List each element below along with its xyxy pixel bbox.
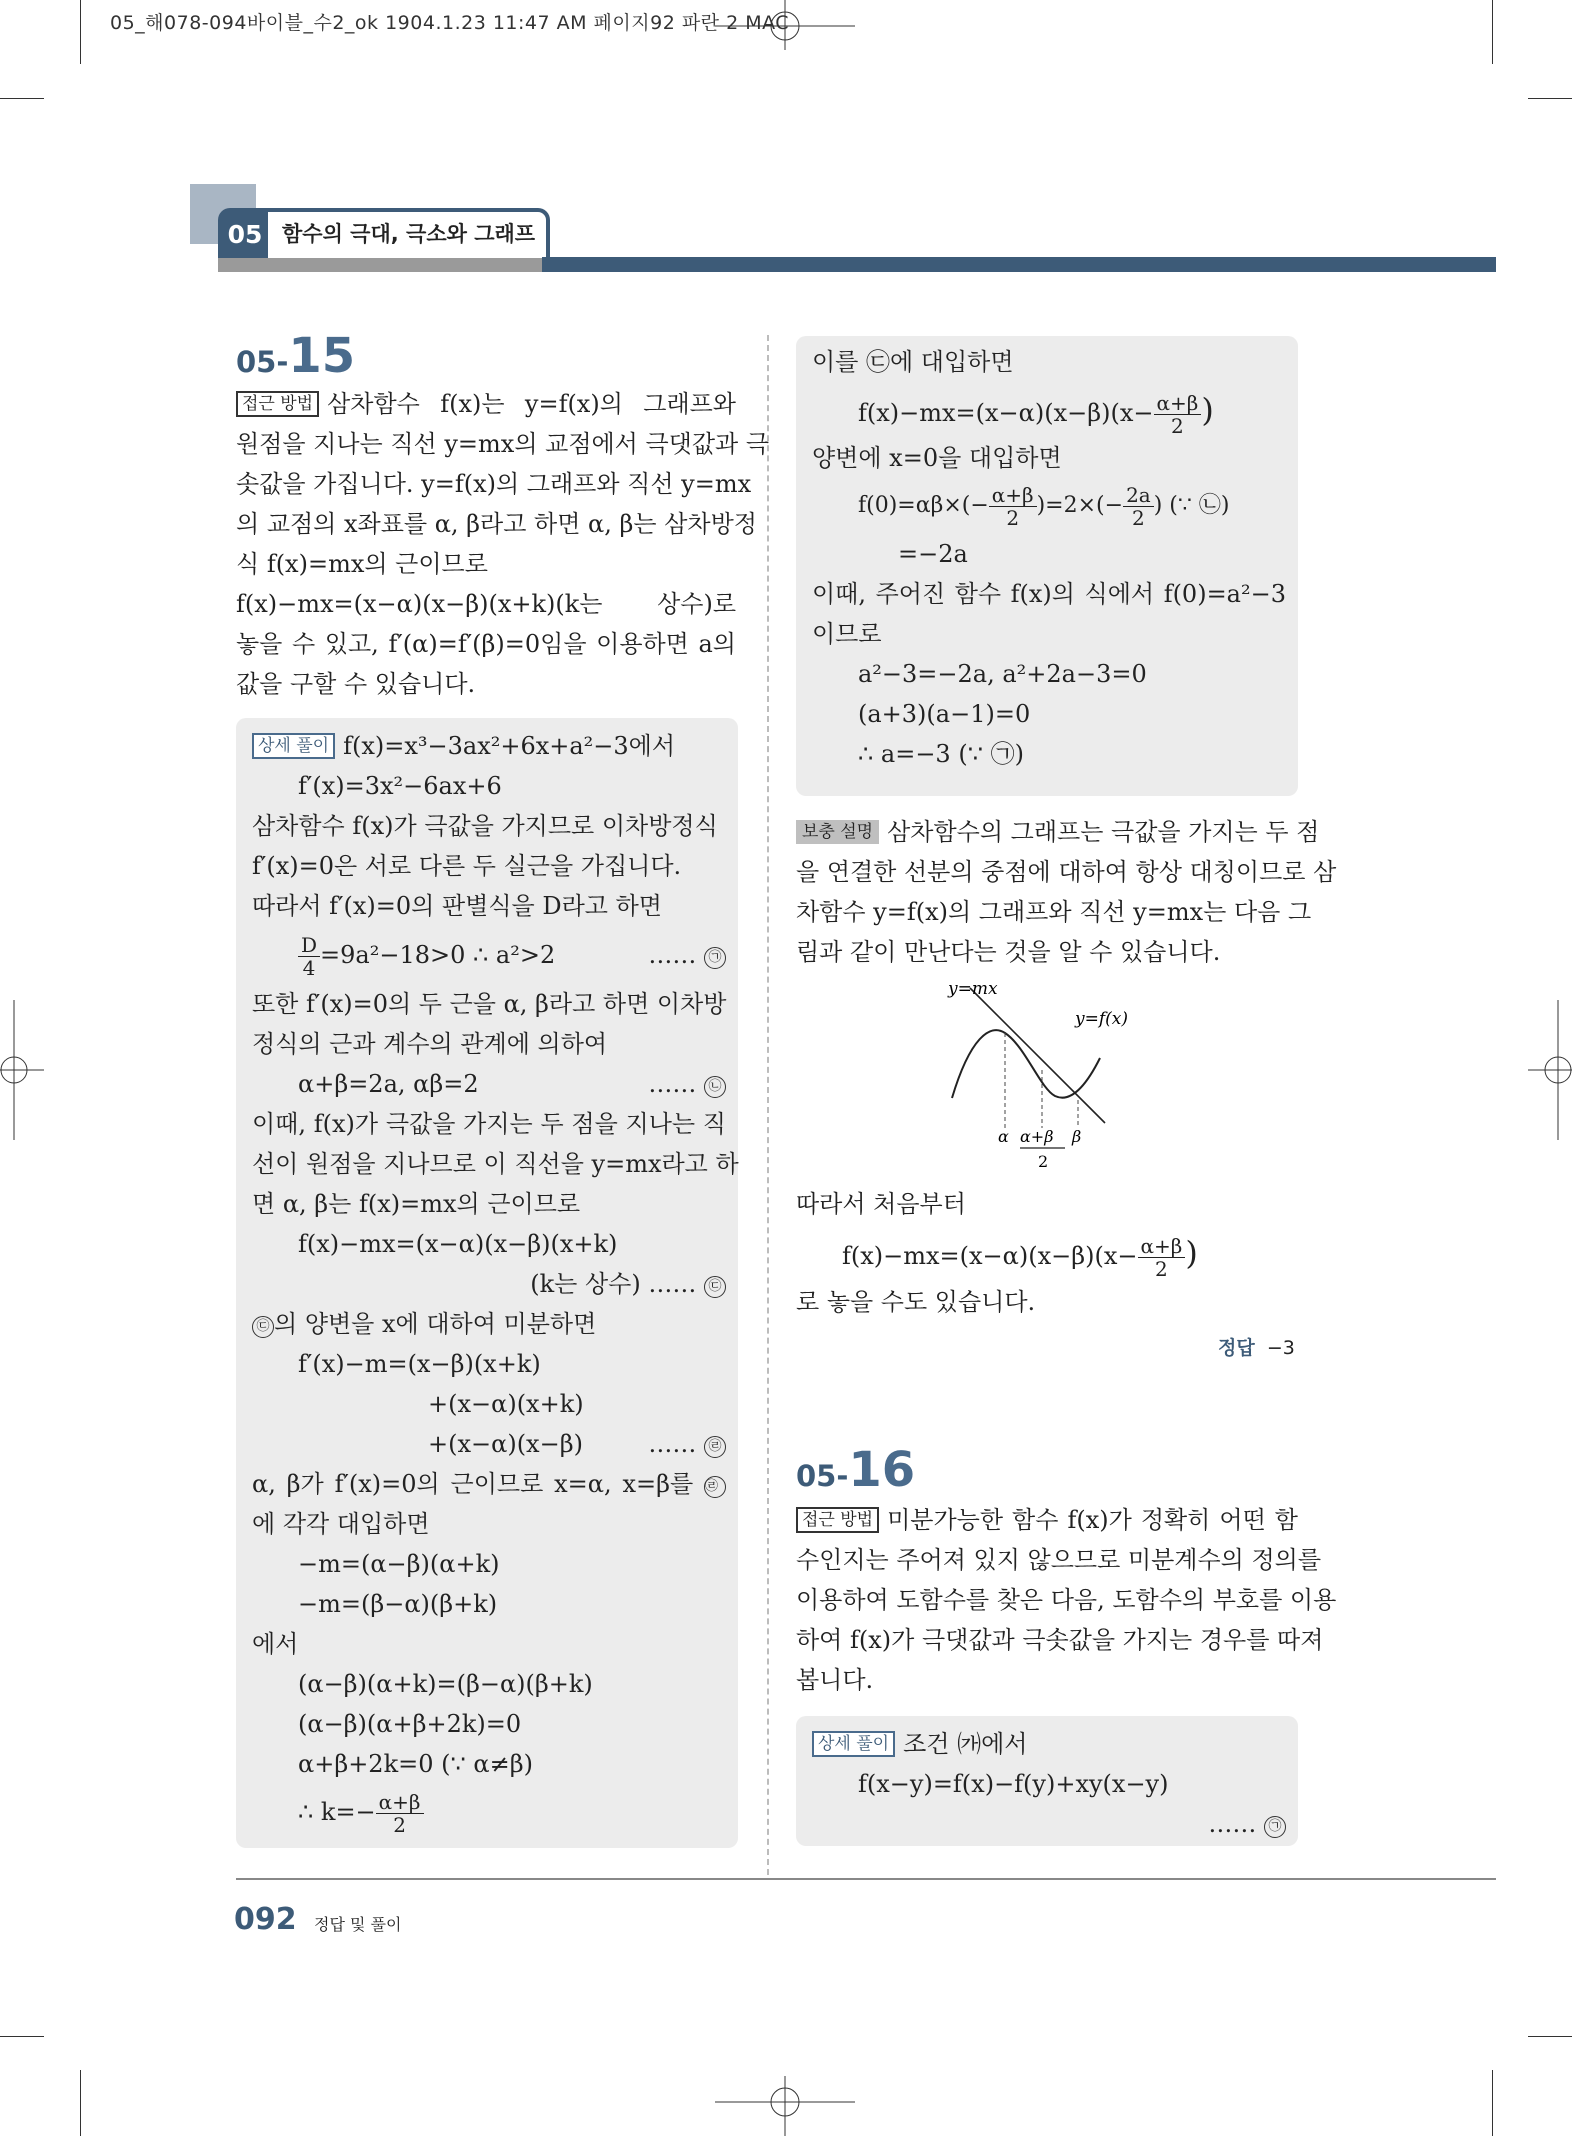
solution-line: )=2×(− bbox=[1036, 493, 1124, 518]
supplement-line: 로 놓을 수도 있습니다. bbox=[796, 1288, 1036, 1316]
approach-line: 미분가능한 함수 f(x)가 정확히 어떤 함 bbox=[887, 1506, 1298, 1534]
solution-line: 양변에 x=0을 대입하면 bbox=[812, 444, 1062, 472]
detail-line: f(x)=x³−3ax²+6x+a²−3에서 bbox=[343, 732, 676, 760]
chapter-title: 함수의 극대, 극소와 그래프 bbox=[282, 222, 536, 246]
crop-mark bbox=[1492, 2070, 1493, 2136]
detail-line: =9a²−18>0 ∴ a²>2 bbox=[320, 941, 556, 969]
detail-line: α, β가 f′(x)=0의 근이므로 x=α, x=β를 bbox=[252, 1470, 694, 1498]
approach-line: 원점을 지나는 직선 y=mx의 교점에서 극댓값과 극 bbox=[236, 430, 770, 458]
solution-line: 이므로 bbox=[812, 620, 882, 648]
detail-line: 또한 f′(x)=0의 두 근을 α, β라고 하면 이차방 bbox=[252, 990, 727, 1018]
solution-line: f(0)=αβ×(− bbox=[858, 493, 989, 518]
crop-mark bbox=[0, 98, 44, 99]
mark-4: ㉣ bbox=[704, 1436, 726, 1458]
mark-1: ㉠ bbox=[1264, 1816, 1286, 1838]
dots: …… bbox=[648, 1070, 697, 1098]
frac-num: α+β bbox=[1138, 1235, 1186, 1258]
detail-line: (α−β)(α+k)=(β−α)(β+k) bbox=[298, 1670, 593, 1698]
crop-mark bbox=[80, 2070, 81, 2136]
mark-3: ㉢ bbox=[252, 1316, 274, 1338]
problem-16-heading bbox=[796, 1442, 915, 1498]
solution-line: f(x)−mx=(x−α)(x−β)(x− bbox=[858, 399, 1154, 427]
problem-15-detail-box bbox=[236, 718, 738, 1848]
answer-value: −3 bbox=[1266, 1337, 1295, 1359]
detail-line: f′(x)=0은 서로 다른 두 실근을 가집니다. bbox=[252, 852, 682, 880]
dots: …… bbox=[1208, 1810, 1257, 1838]
supplement-line: 삼차함수의 그래프는 극값을 가지는 두 점 bbox=[887, 818, 1320, 846]
detail-line: 에서 bbox=[252, 1630, 299, 1658]
solution-line-factor: f(x)−mx=(x−α)(x−β)(x− $\frac{\alpha+\beta}{2}$ ) bbox=[858, 391, 1214, 438]
approach-line: 놓을 수 있고, f′(α)=f′(β)=0임을 이용하면 a의 bbox=[236, 630, 736, 658]
approach-line: 삼차함수 f(x)는 y=f(x)의 그래프와 bbox=[327, 390, 736, 418]
mark-3: ㉢ bbox=[704, 1276, 726, 1298]
page-label: 정답 및 풀이 bbox=[314, 1915, 402, 1934]
detail-line-discriminant bbox=[252, 926, 726, 984]
label-y-mx: y=mx bbox=[948, 979, 998, 999]
detail-line: 이때, f(x)가 극값을 가지는 두 점을 지나는 직 bbox=[252, 1110, 726, 1138]
fraction-alpha-beta-over-2 bbox=[1138, 1235, 1186, 1280]
detail-line: f(x)−mx=(x−α)(x−β)(x+k) bbox=[298, 1230, 618, 1258]
detail-line: f(x−y)=f(x)−f(y)+xy(x−y) bbox=[858, 1770, 1169, 1798]
frac-num: α+β bbox=[376, 1791, 424, 1814]
registration-target-icon bbox=[1528, 1000, 1572, 1140]
approach-line: 이용하여 도함수를 찾은 다음, 도함수의 부호를 이용 bbox=[796, 1586, 1337, 1614]
page-number: 092 bbox=[234, 1902, 297, 1937]
dots: …… bbox=[648, 1270, 697, 1298]
chapter-number: 05 bbox=[222, 212, 268, 258]
detail-line: 에 각각 대입하면 bbox=[252, 1510, 430, 1538]
answer-label: 정답 bbox=[1218, 1337, 1255, 1359]
crop-mark bbox=[0, 2036, 44, 2037]
supplement-line: f(x)−mx=(x−α)(x−β)(x− bbox=[842, 1242, 1138, 1270]
fraction-alpha-beta-over-2 bbox=[989, 484, 1037, 529]
detail-line: +(x−α)(x+k) bbox=[428, 1390, 584, 1418]
problem-prefix: 05- bbox=[236, 345, 289, 379]
approach-line: f(x)−mx=(x−α)(x−β)(x+k)(k는 상수)로 bbox=[236, 590, 736, 618]
detail-line: 의 양변을 x에 대하여 미분하면 bbox=[274, 1310, 597, 1338]
frac-den: 4 bbox=[302, 956, 316, 980]
detail-content bbox=[812, 1724, 1286, 1844]
detail-line: f′(x)=3x²−6ax+6 bbox=[298, 772, 502, 800]
solution-line: 이때, 주어진 함수 f(x)의 식에서 f(0)=a²−3 bbox=[812, 580, 1286, 608]
supplement-line: 따라서 처음부터 bbox=[796, 1190, 966, 1218]
label-alpha: α bbox=[998, 1127, 1009, 1146]
label-mid-num: α+β bbox=[1020, 1127, 1054, 1146]
problem-number: 16 bbox=[848, 1442, 916, 1498]
frac-den: 2 bbox=[1006, 505, 1020, 530]
detail-line-deriv3 bbox=[252, 1424, 726, 1464]
fraction-alpha-beta-over-2 bbox=[376, 1791, 424, 1836]
registration-target-icon bbox=[715, 0, 855, 50]
crop-mark bbox=[80, 0, 81, 64]
problem-prefix: 05- bbox=[796, 1459, 849, 1493]
dots: …… bbox=[648, 941, 697, 969]
solution-line: =−2a bbox=[898, 540, 968, 568]
supplement-conclusion bbox=[796, 1184, 1298, 1322]
problem-16-approach bbox=[796, 1500, 1337, 1700]
supplement-tag: 보충 설명 bbox=[796, 820, 879, 844]
right-solution-box bbox=[796, 336, 1298, 796]
detail-line-k-const bbox=[252, 1264, 726, 1304]
cubic-graph bbox=[940, 978, 1160, 1178]
approach-line: 수인지는 주어져 있지 않으므로 미분계수의 정의를 bbox=[796, 1546, 1322, 1574]
crop-mark bbox=[1528, 2036, 1572, 2037]
fraction-d-over-4 bbox=[298, 934, 320, 979]
approach-line: 값을 구할 수 있습니다. bbox=[236, 670, 476, 698]
detail-line: 삼차함수 f(x)가 극값을 가지므로 이차방정식 bbox=[252, 812, 718, 840]
print-header: 05_해078-094바이블_수2_ok 1904.1.23 11:47 AM 페이지92 파란 2 MAC bbox=[110, 12, 790, 34]
solution-line: 이를 ㉢에 대입하면 bbox=[812, 348, 1014, 376]
label-mid-den: 2 bbox=[1038, 1152, 1049, 1171]
right-box-content bbox=[812, 342, 1286, 774]
label-y-fx: y=f(x) bbox=[1075, 1009, 1128, 1029]
approach-tag: 접근 방법 bbox=[236, 391, 319, 417]
supplement-line-factor: f(x)−mx=(x−α)(x−β)(x− $\frac{\alpha+\beta}{2}$ ) bbox=[842, 1234, 1198, 1281]
frac-num: 2a bbox=[1123, 484, 1154, 507]
approach-line: 봅니다. bbox=[796, 1666, 874, 1694]
solution-line: ) (∵ ㉡) bbox=[1153, 493, 1230, 518]
footer-rule bbox=[236, 1878, 1496, 1880]
answer bbox=[1218, 1333, 1295, 1360]
supplement-line: 림과 같이 만난다는 것을 알 수 있습니다. bbox=[796, 938, 1221, 966]
fraction-alpha-beta-over-2 bbox=[1154, 392, 1202, 437]
frac-num: α+β bbox=[1154, 392, 1202, 415]
solution-line-f0 bbox=[812, 478, 1286, 534]
registration-target-icon bbox=[0, 1000, 44, 1140]
approach-line: 솟값을 가집니다. y=f(x)의 그래프와 직선 y=mx bbox=[236, 470, 752, 498]
detail-line: −m=(β−α)(β+k) bbox=[298, 1590, 498, 1618]
curve-y-fx bbox=[952, 1030, 1100, 1098]
fraction-2a-over-2 bbox=[1123, 484, 1154, 529]
problem-number: 15 bbox=[288, 328, 356, 384]
detail-line: α+β+2k=0 (∵ α≠β) bbox=[298, 1750, 533, 1778]
problem-16-detail-box bbox=[796, 1716, 1298, 1846]
approach-line: 하여 f(x)가 극댓값과 극솟값을 가지는 경우를 따져 bbox=[796, 1626, 1324, 1654]
detail-line: ∴ k=− bbox=[298, 1798, 376, 1826]
detail-line: −m=(α−β)(α+k) bbox=[298, 1550, 500, 1578]
detail-line: +(x−α)(x−β) bbox=[428, 1430, 583, 1458]
chapter-band-gray bbox=[218, 258, 542, 272]
detail-line: 선이 원점을 지나므로 이 직선을 y=mx라고 하 bbox=[252, 1150, 739, 1178]
detail-line: (α−β)(α+β+2k)=0 bbox=[298, 1710, 522, 1738]
frac-num: α+β bbox=[989, 484, 1037, 507]
column-divider bbox=[767, 335, 769, 1875]
solution-line: a²−3=−2a, a²+2a−3=0 bbox=[858, 660, 1147, 688]
supplement-line: 을 연결한 선분의 중점에 대하여 항상 대칭이므로 삼 bbox=[796, 858, 1337, 886]
mark-1: ㉠ bbox=[704, 947, 726, 969]
approach-line: 식 f(x)=mx의 근이므로 bbox=[236, 550, 488, 578]
dots: …… bbox=[648, 1430, 697, 1458]
detail-line: f′(x)−m=(x−β)(x+k) bbox=[298, 1350, 541, 1378]
supplement-section bbox=[796, 812, 1337, 972]
detail-line-vieta bbox=[252, 1064, 726, 1104]
problem-15-heading bbox=[236, 328, 355, 384]
registration-target-icon bbox=[715, 2076, 855, 2136]
approach-tag: 접근 방법 bbox=[796, 1507, 879, 1533]
frac-num: D bbox=[298, 934, 320, 957]
frac-den: 2 bbox=[1171, 414, 1184, 438]
detail-line: α+β=2a, αβ=2 bbox=[298, 1070, 479, 1098]
approach-line: 의 교점의 x좌표를 α, β라고 하면 α, β는 삼차방정 bbox=[236, 510, 757, 538]
label-beta: β bbox=[1072, 1127, 1082, 1146]
detail-line-k bbox=[252, 1784, 726, 1840]
supplement-line: 차함수 y=f(x)의 그래프와 직선 y=mx는 다음 그 bbox=[796, 898, 1312, 926]
mark-4: ㉣ bbox=[704, 1476, 726, 1498]
detail-content bbox=[252, 726, 739, 1840]
frac-den: 2 bbox=[1132, 505, 1145, 530]
chapter-band-blue bbox=[542, 257, 1496, 272]
detail-line: (k는 상수) bbox=[530, 1270, 641, 1298]
crop-mark bbox=[1528, 98, 1572, 99]
detail-tag: 상세 풀이 bbox=[812, 1731, 895, 1757]
detail-line: 조건 ㈎에서 bbox=[903, 1730, 1028, 1758]
frac-den: 2 bbox=[1155, 1257, 1168, 1281]
detail-tag: 상세 풀이 bbox=[252, 733, 335, 759]
crop-mark bbox=[1492, 0, 1493, 64]
detail-line: 따라서 f′(x)=0의 판별식을 D라고 하면 bbox=[252, 892, 662, 920]
solution-line: ∴ a=−3 (∵ ㉠) bbox=[858, 740, 1024, 768]
mark-2: ㉡ bbox=[704, 1076, 726, 1098]
problem-15-approach bbox=[236, 384, 770, 704]
frac-den: 2 bbox=[393, 1813, 406, 1837]
solution-line: (a+3)(a−1)=0 bbox=[858, 700, 1031, 728]
detail-line: 정식의 근과 계수의 관계에 의하여 bbox=[252, 1030, 608, 1058]
detail-line: 면 α, β는 f(x)=mx의 근이므로 bbox=[252, 1190, 581, 1218]
